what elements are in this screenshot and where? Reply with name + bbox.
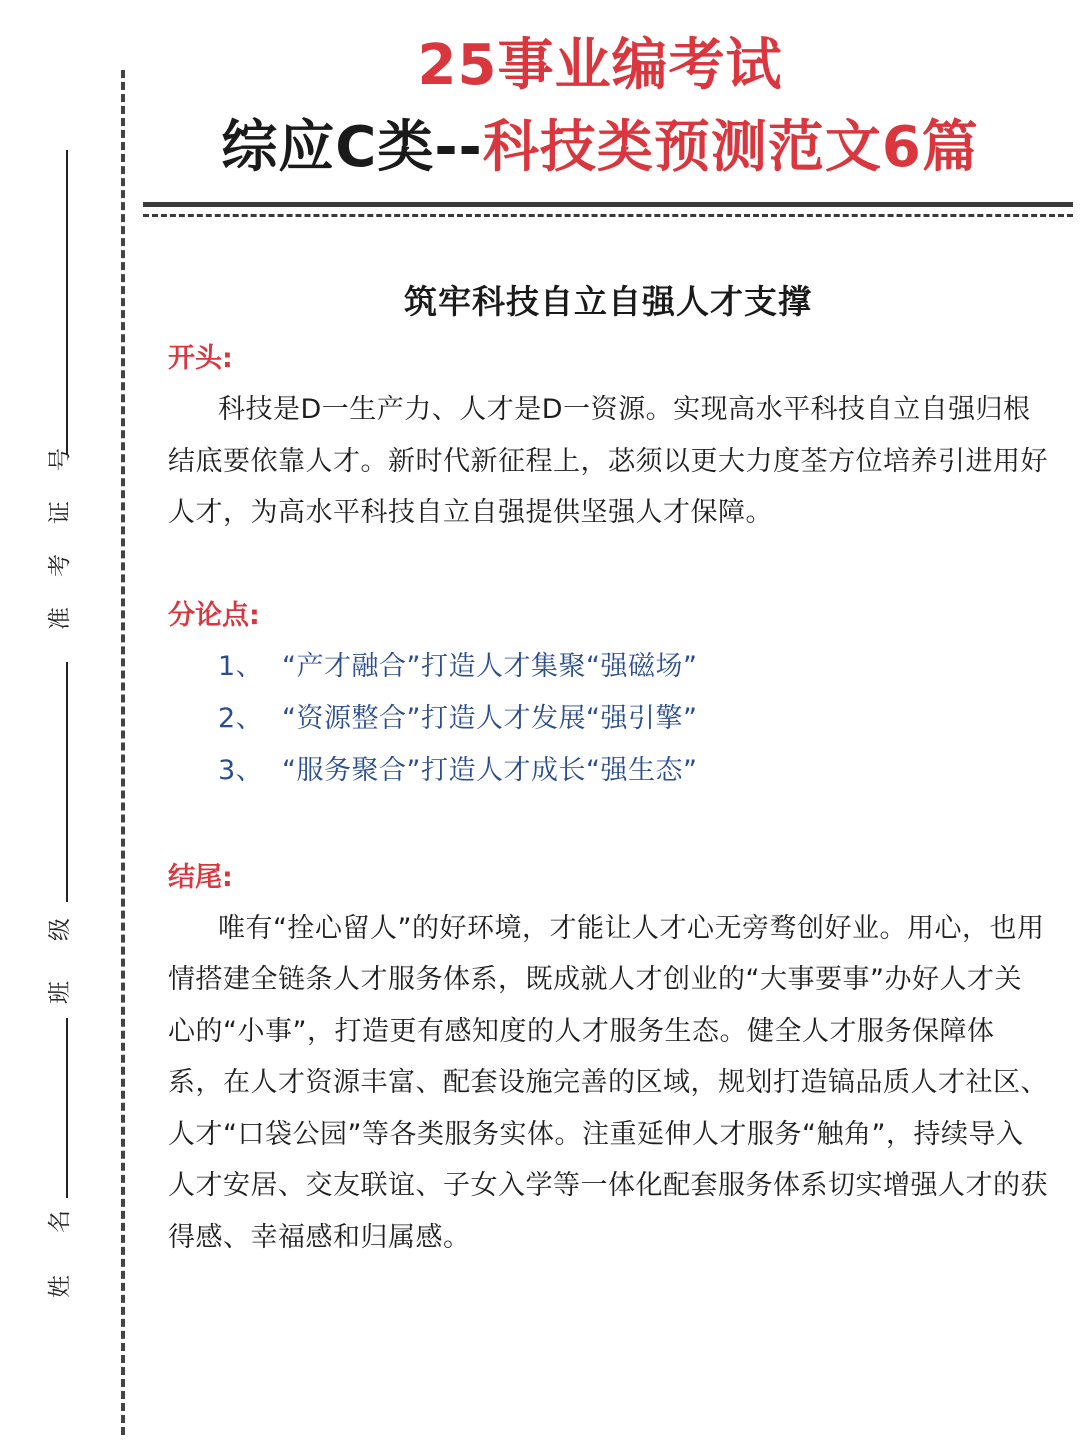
title-line-2-highlight: 科技类预测范文6篇 [482,115,979,180]
exam-id-char: 准 [46,607,73,630]
header-divider-solid [143,202,1073,207]
list-item [218,641,1048,693]
closing-paragraph: 唯有“拴心留人”的好环境，才能让人才心无旁骛创好业。用心，也用情搭建全链条人才服务体系，既成就人才创业的“大事要事”办好人才关心的“小事”，打造更有感知度的人才服务生态。健全人才服务保障体系，在人才资源丰富、配套设施完善的区域，规划打造镐品质人才社区、人才“口袋公园”等各类服务实体。注重延伸人才服务“触角”，持续导入人才安居、交友联谊、子女入学等一体化配套服务体系切实增强人才的获得感、幸福感和归属感。 [168,912,1048,1253]
list-item [218,745,1048,797]
exam-id-field [40,448,80,630]
point-number: 3、 [218,754,264,786]
essay-body [168,262,1048,1263]
point-number: 1、 [218,650,264,682]
title-line-2-prefix: 综应C类-- [221,115,483,180]
title-line-1: 25事业编考试 [417,33,783,98]
points-label: 分论点: [168,599,260,631]
spacer [168,797,1048,853]
exam-id-char: 考 [46,554,73,577]
point-number: 2、 [218,702,264,734]
class-char: 级 [46,918,73,941]
exam-id-underline [66,150,68,455]
opening-paragraph: 科技是D一生产力、人才是D一资源。实现高水平科技自立自强归根结底要依靠人才。新时代新征程上，苾须以更大力度荃方位培养引进用好人才，为高水平科技自立自强提供坚强人才保障。 [168,394,1048,528]
spacer [168,539,1048,591]
name-underline [66,1018,68,1198]
class-field [40,918,80,1004]
point-text: “产才融合”打造人才集聚“强磁场” [282,650,698,682]
class-char: 班 [46,981,73,1004]
exam-id-char: 号 [46,448,73,471]
header-divider-dashed [143,214,1073,217]
point-text: “服务聚合”打造人才成长“强生态” [282,754,698,786]
class-label [40,918,80,1004]
list-item [218,693,1048,745]
point-text: “资源整合”打造人才发展“强引擎” [282,702,698,734]
document-header [120,24,1080,188]
binding-cut-line [121,70,125,1435]
name-field [40,1210,80,1298]
name-label [40,1210,80,1298]
name-char: 名 [46,1210,73,1233]
closing-label: 结尾: [168,861,233,893]
title-line-2 [120,108,1080,188]
class-underline [66,662,68,902]
exam-id-label [40,448,80,630]
opening-label: 开头: [168,343,233,374]
essay-title: 筑牢科技自立自强人才支撑 [404,282,812,321]
name-char: 姓 [46,1275,73,1298]
points-list [168,641,1048,797]
exam-id-char: 证 [46,501,73,524]
